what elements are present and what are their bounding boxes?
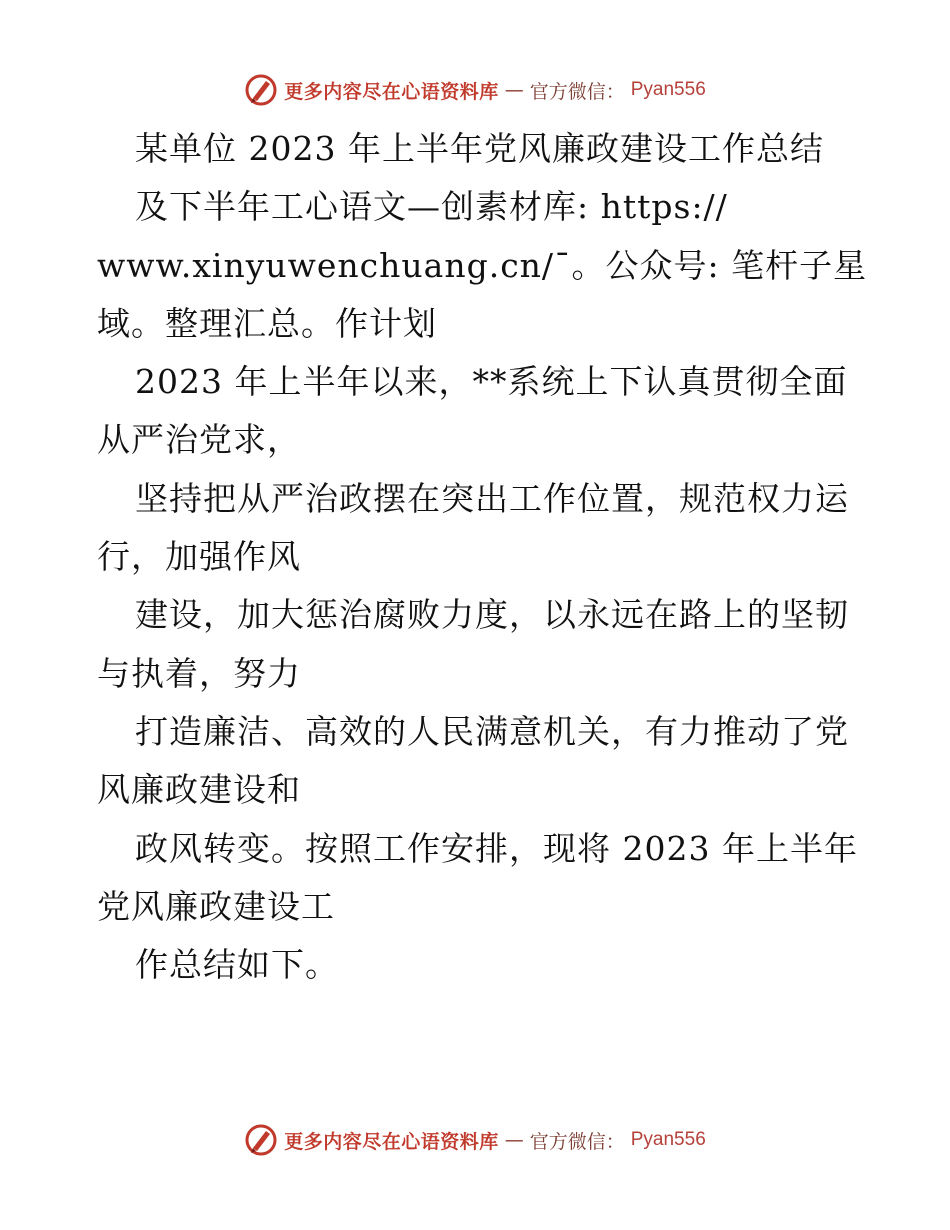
paragraph-line: 坚持把从严治政摆在突出工作位置，规范权力运	[135, 478, 849, 518]
banner-text: 更多内容尽在心语资料库	[284, 1130, 499, 1153]
title-line-1: 某单位 2023 年上半年党风廉政建设工作总结	[135, 129, 824, 168]
paragraph-line: 与执着，努力	[97, 653, 301, 693]
banner-wechat-label: 官方微信：	[529, 80, 625, 103]
paragraph-line: 政风转变。按照工作安排，现将 2023 年上半年	[135, 828, 858, 868]
paragraph-line: 从严治党求，	[97, 420, 301, 460]
banner-text: 更多内容尽在心语资料库	[284, 80, 499, 103]
document-body	[97, 120, 868, 994]
banner-wechat-label: 官方微信：	[529, 1130, 625, 1153]
title-line-3: www.xinyuwenchuang.cn/¯。公众号: 笔杆子星	[97, 245, 868, 285]
footer-banner	[0, 1120, 950, 1160]
banner-dash: —	[504, 1129, 524, 1151]
banner-dash: —	[504, 79, 524, 101]
paragraph-line: 2023 年上半年以来，**系统上下认真贯彻全面	[135, 362, 848, 402]
pen-logo-icon	[244, 73, 278, 107]
header-banner	[0, 70, 950, 110]
paragraph-line: 党风廉政建设工	[97, 886, 335, 926]
paragraph-line: 行，加强作风	[97, 537, 301, 577]
paragraph-line: 建设，加大惩治腐败力度，以永远在路上的坚韧	[135, 595, 849, 635]
paragraph-line: 打造廉洁、高效的人民满意机关，有力推动了党	[135, 711, 849, 751]
title-line-2: 及下半年工心语文—创素材库: https://	[135, 187, 728, 227]
paragraph-line: 风廉政建设和	[97, 770, 301, 810]
paragraph-line: 作总结如下。	[135, 945, 339, 985]
banner-wechat-id: Pyan556	[630, 1129, 706, 1150]
banner-wechat-id: Pyan556	[630, 79, 706, 100]
pen-logo-icon	[244, 1123, 278, 1157]
title-line-4: 域。整理汇总。作计划	[97, 303, 437, 343]
